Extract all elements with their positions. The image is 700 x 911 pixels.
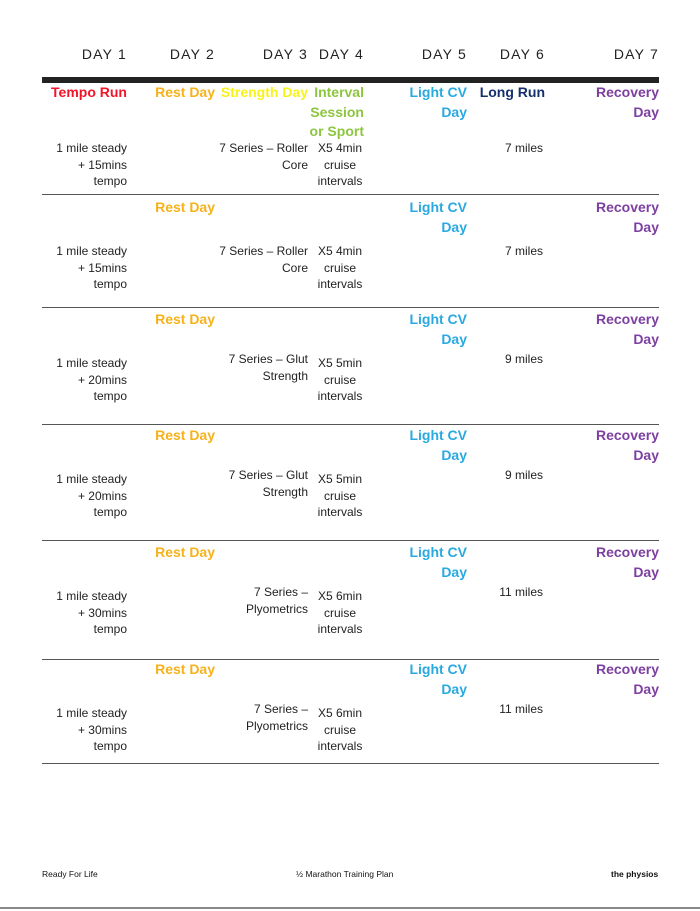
week-5-day-5-title-line: Day bbox=[441, 563, 467, 580]
week-6-day-7-title bbox=[545, 660, 659, 699]
week-2-day-4-detail-line: cruise bbox=[323, 260, 356, 275]
week-5-day-6-detail-line: 11 miles bbox=[499, 585, 543, 599]
week-1-day-6-title-line: Long Run bbox=[479, 84, 545, 100]
week-3-day-7-title bbox=[545, 310, 659, 349]
week-5-day-4-detail-line: X5 6min bbox=[317, 589, 363, 603]
week-1-day-1-title bbox=[42, 83, 127, 103]
week-4-divider bbox=[42, 540, 659, 541]
week-1-day-6-detail-line: 7 miles bbox=[504, 141, 543, 155]
week-5-day-3-detail bbox=[215, 584, 308, 617]
week-2-day-3-detail-line: 7 Series – Roller bbox=[219, 244, 308, 258]
week-6-day-2-title bbox=[127, 660, 215, 680]
week-1-day-4-title-line: or Sport bbox=[309, 123, 364, 139]
week-5-day-3-detail-line: Plyometrics bbox=[245, 601, 308, 616]
week-6-day-1-detail bbox=[42, 705, 127, 755]
header-day-4: DAY 4 bbox=[318, 46, 364, 62]
week-2-day-5-title-line: Day bbox=[441, 218, 467, 235]
week-3-day-2-title-line: Rest Day bbox=[155, 311, 215, 327]
week-2-day-4-detail-line: X5 4min bbox=[317, 244, 363, 258]
week-3-day-3-detail-line: 7 Series – Glut bbox=[228, 352, 308, 366]
week-1-divider bbox=[42, 194, 659, 195]
week-6-day-5-title-line: Light CV bbox=[409, 661, 467, 677]
header-day-3: DAY 3 bbox=[262, 46, 308, 62]
week-2-day-6-detail-line: 7 miles bbox=[504, 244, 543, 258]
week-2-day-3-detail bbox=[215, 243, 308, 276]
week-1-day-4-detail-line: X5 4min bbox=[317, 141, 363, 155]
week-5-day-1-detail bbox=[42, 588, 127, 638]
week-1-day-2-title bbox=[127, 83, 215, 103]
week-6-day-4-detail-line: intervals bbox=[317, 739, 363, 753]
week-2-day-1-detail bbox=[42, 243, 127, 293]
week-1-day-1-detail bbox=[42, 140, 127, 190]
week-5-day-5-title bbox=[364, 543, 467, 582]
week-2-day-1-detail-line: tempo bbox=[93, 277, 127, 291]
week-1-day-3-title-line: Strength Day bbox=[220, 84, 308, 100]
week-3-day-5-title-line: Light CV bbox=[409, 311, 467, 327]
week-4-day-2-title bbox=[127, 426, 215, 446]
week-3-day-4-detail-line: intervals bbox=[317, 389, 363, 403]
week-2-divider bbox=[42, 307, 659, 308]
week-2-day-1-detail-line: 1 mile steady bbox=[56, 244, 127, 258]
week-5-day-1-detail-line: + 30mins bbox=[77, 605, 127, 620]
week-4-day-5-title bbox=[364, 426, 467, 465]
week-2-day-2-title bbox=[127, 198, 215, 218]
week-2-day-4-detail-line: intervals bbox=[317, 277, 363, 291]
week-5-day-4-detail bbox=[312, 588, 368, 638]
week-4-day-4-detail-line: X5 5min bbox=[317, 472, 363, 486]
week-1-day-1-detail-line: + 15mins bbox=[77, 157, 127, 172]
week-3-day-4-detail-line: cruise bbox=[323, 372, 356, 387]
week-3-day-4-detail bbox=[312, 355, 368, 405]
week-1-day-5-title bbox=[364, 83, 467, 122]
week-1-day-5-title-line: Light CV bbox=[409, 84, 467, 100]
week-6-day-4-detail-line: X5 6min bbox=[317, 706, 363, 720]
footer-company: the physios bbox=[611, 869, 659, 879]
header-day-6: DAY 6 bbox=[499, 46, 545, 62]
week-1-day-2-title-line: Rest Day bbox=[155, 84, 215, 100]
week-6-day-4-detail-line: cruise bbox=[323, 722, 356, 737]
week-2-day-2-title-line: Rest Day bbox=[155, 199, 215, 215]
header-day-2: DAY 2 bbox=[169, 46, 215, 62]
week-4-day-6-detail bbox=[467, 467, 543, 484]
week-1-day-6-detail bbox=[467, 140, 543, 157]
week-2-day-6-detail bbox=[467, 243, 543, 260]
week-5-day-4-detail-line: intervals bbox=[317, 622, 363, 636]
week-1-day-4-detail bbox=[312, 140, 368, 190]
week-4-day-4-detail-line: intervals bbox=[317, 505, 363, 519]
week-3-day-1-detail-line: + 20mins bbox=[77, 372, 127, 387]
week-6-day-1-detail-line: + 30mins bbox=[77, 722, 127, 737]
week-1-day-7-title-line: Recovery bbox=[595, 84, 659, 100]
week-6-day-2-title-line: Rest Day bbox=[155, 661, 215, 677]
week-2-day-1-detail-line: + 15mins bbox=[77, 260, 127, 275]
week-4-day-1-detail bbox=[42, 471, 127, 521]
week-3-day-7-title-line: Day bbox=[633, 330, 659, 347]
week-2-day-4-detail bbox=[312, 243, 368, 293]
week-5-day-1-detail-line: 1 mile steady bbox=[56, 589, 127, 603]
week-2-day-5-title-line: Light CV bbox=[409, 199, 467, 215]
week-4-day-3-detail-line: 7 Series – Glut bbox=[228, 468, 308, 482]
week-1-day-7-title bbox=[545, 83, 659, 122]
week-4-day-7-title-line: Recovery bbox=[595, 427, 659, 443]
week-4-day-5-title-line: Day bbox=[441, 446, 467, 463]
header-day-5: DAY 5 bbox=[421, 46, 467, 62]
week-6-day-7-title-line: Recovery bbox=[595, 661, 659, 677]
week-5-day-1-detail-line: tempo bbox=[93, 622, 127, 636]
week-5-day-7-title bbox=[545, 543, 659, 582]
week-4-day-1-detail-line: tempo bbox=[93, 505, 127, 519]
week-6-day-3-detail-line: 7 Series – bbox=[253, 702, 308, 716]
week-4-day-5-title-line: Light CV bbox=[409, 427, 467, 443]
week-1-day-1-detail-line: tempo bbox=[93, 174, 127, 188]
week-1-day-6-title bbox=[467, 83, 545, 103]
week-4-day-4-detail-line: cruise bbox=[323, 488, 356, 503]
header-day-1: DAY 1 bbox=[81, 46, 127, 62]
week-1-day-3-detail bbox=[215, 140, 308, 173]
week-1-day-4-detail-line: cruise bbox=[323, 157, 356, 172]
week-6-day-7-title-line: Day bbox=[633, 680, 659, 697]
week-6-day-1-detail-line: 1 mile steady bbox=[56, 706, 127, 720]
week-4-day-3-detail-line: Strength bbox=[262, 484, 308, 499]
day-header-row bbox=[42, 44, 659, 66]
footer-brand: Ready For Life bbox=[42, 869, 98, 879]
week-4-day-1-detail-line: 1 mile steady bbox=[56, 472, 127, 486]
week-1-day-3-title bbox=[215, 83, 308, 103]
week-3-day-6-detail bbox=[467, 351, 543, 368]
week-1-day-1-detail-line: 1 mile steady bbox=[56, 141, 127, 155]
week-2-day-7-title bbox=[545, 198, 659, 237]
week-1-day-1-title-line: Tempo Run bbox=[51, 84, 127, 100]
week-4-day-2-title-line: Rest Day bbox=[155, 427, 215, 443]
week-6-divider bbox=[42, 763, 659, 764]
week-6-day-1-detail-line: tempo bbox=[93, 739, 127, 753]
week-3-day-5-title-line: Day bbox=[441, 330, 467, 347]
week-6-day-3-detail bbox=[215, 701, 308, 734]
week-1-day-3-detail-line: Core bbox=[281, 157, 308, 172]
week-5-day-7-title-line: Day bbox=[633, 563, 659, 580]
week-1-day-7-title-line: Day bbox=[633, 103, 659, 120]
week-1-day-4-title bbox=[308, 83, 364, 142]
week-1-day-4-detail-line: intervals bbox=[317, 174, 363, 188]
footer-plan-title: ½ Marathon Training Plan bbox=[296, 869, 394, 879]
week-4-day-1-detail-line: + 20mins bbox=[77, 488, 127, 503]
week-3-day-6-detail-line: 9 miles bbox=[504, 352, 543, 366]
week-3-day-2-title bbox=[127, 310, 215, 330]
week-3-day-1-detail-line: tempo bbox=[93, 389, 127, 403]
week-6-day-5-title-line: Day bbox=[441, 680, 467, 697]
week-4-day-3-detail bbox=[215, 467, 308, 500]
week-3-day-1-detail-line: 1 mile steady bbox=[56, 356, 127, 370]
week-3-day-4-detail-line: X5 5min bbox=[317, 356, 363, 370]
week-4-day-7-title bbox=[545, 426, 659, 465]
week-5-day-5-title-line: Light CV bbox=[409, 544, 467, 560]
week-3-day-7-title-line: Recovery bbox=[595, 311, 659, 327]
week-5-day-3-detail-line: 7 Series – bbox=[253, 585, 308, 599]
week-6-day-6-detail bbox=[467, 701, 543, 718]
week-6-day-3-detail-line: Plyometrics bbox=[245, 718, 308, 733]
week-1-day-4-title-line: Interval bbox=[314, 84, 364, 100]
week-2-day-7-title-line: Recovery bbox=[595, 199, 659, 215]
week-6-day-6-detail-line: 11 miles bbox=[499, 702, 543, 716]
week-6-day-5-title bbox=[364, 660, 467, 699]
week-3-day-3-detail bbox=[215, 351, 308, 384]
week-5-day-2-title bbox=[127, 543, 215, 563]
week-1-day-5-title-line: Day bbox=[441, 103, 467, 120]
week-2-day-3-detail-line: Core bbox=[281, 260, 308, 275]
week-4-day-4-detail bbox=[312, 471, 368, 521]
week-5-day-4-detail-line: cruise bbox=[323, 605, 356, 620]
week-5-day-7-title-line: Recovery bbox=[595, 544, 659, 560]
week-3-day-5-title bbox=[364, 310, 467, 349]
week-1-day-3-detail-line: 7 Series – Roller bbox=[219, 141, 308, 155]
week-1-day-4-title-line: Session bbox=[310, 103, 364, 120]
bottom-rule bbox=[0, 907, 700, 909]
week-4-day-6-detail-line: 9 miles bbox=[504, 468, 543, 482]
week-2-day-7-title-line: Day bbox=[633, 218, 659, 235]
week-2-day-5-title bbox=[364, 198, 467, 237]
week-3-day-3-detail-line: Strength bbox=[262, 368, 308, 383]
week-4-day-7-title-line: Day bbox=[633, 446, 659, 463]
week-3-divider bbox=[42, 424, 659, 425]
week-5-day-2-title-line: Rest Day bbox=[155, 544, 215, 560]
header-day-7: DAY 7 bbox=[613, 46, 659, 62]
week-6-day-4-detail bbox=[312, 705, 368, 755]
week-5-day-6-detail bbox=[467, 584, 543, 601]
week-3-day-1-detail bbox=[42, 355, 127, 405]
